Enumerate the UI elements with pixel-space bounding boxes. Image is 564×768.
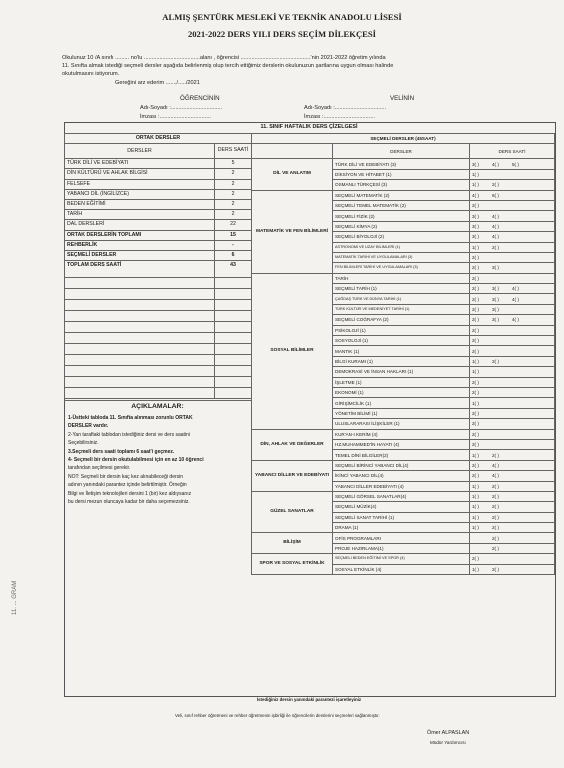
elective-course-name: SEÇMELİ FİZİK (2)	[333, 211, 470, 221]
explanation-line: adının yanındaki parantez içinde belirtilmiştir. Örneğin	[68, 482, 187, 489]
hour-checkbox[interactable]: 4( )	[492, 223, 499, 229]
form-title: 2021-2022 DERS YILI DERS SEÇİM DİLEKÇESİ	[187, 29, 377, 39]
empty-cell	[65, 300, 215, 311]
elective-course-name: OFİS PROGRAMLARI	[333, 533, 470, 543]
group-col-header	[252, 144, 333, 159]
hour-checkbox[interactable]: 2( )	[472, 327, 479, 333]
elective-hours-options	[470, 367, 555, 377]
elective-hours-options	[470, 284, 555, 294]
elective-hours-options	[470, 200, 555, 210]
mandatory-course-row	[65, 261, 252, 278]
hour-checkbox[interactable]: 2( )	[472, 255, 479, 261]
mandatory-course-row	[65, 159, 252, 169]
mandatory-course-name: TARİH	[65, 210, 215, 220]
hour-checkbox[interactable]: 4( )	[492, 161, 499, 167]
elective-hours-options	[470, 304, 555, 314]
signatory-title: Müdür Yardımcısı	[430, 740, 466, 745]
hour-checkbox[interactable]: 1( )	[472, 400, 479, 406]
elective-course-name: PSİKOLOJİ (1)	[333, 325, 470, 335]
elective-hours-options	[470, 315, 555, 325]
mandatory-course-hours: 43	[215, 261, 252, 278]
hour-checkbox[interactable]: 1( )	[472, 504, 479, 510]
mandatory-course-name: BEDEN EĞİTİMİ	[65, 199, 215, 209]
hour-checkbox[interactable]: 4( )	[492, 213, 499, 219]
elective-hours-options	[470, 346, 555, 356]
mandatory-course-name: ORTAK DERSLERİN TOPLAMI	[65, 230, 215, 240]
elective-hours-options	[470, 336, 555, 346]
mandatory-course-hours: 2	[215, 169, 252, 179]
hour-checkbox[interactable]: 2( )	[492, 514, 499, 520]
hour-checkbox[interactable]: 2( )	[492, 546, 499, 552]
elective-group-label: SOSYAL BİLİMLER	[252, 273, 333, 429]
hour-checkbox[interactable]: 2( )	[472, 390, 479, 396]
elective-course-name: YÖNETİM BİLİMİ (1)	[333, 408, 470, 418]
elective-course-name: KUR'AN-I KERİM (4)	[333, 429, 470, 439]
elective-hours-options	[470, 408, 555, 418]
elective-hours-options	[470, 211, 555, 221]
elective-hours-options	[470, 460, 555, 470]
elective-course-name: SEÇMELİ GÖRSEL SANATLAR(4)	[333, 491, 470, 501]
empty-cell	[65, 289, 215, 300]
hour-checkbox[interactable]: 2( )	[472, 379, 479, 385]
elective-group-label: DİL VE ANLATIM	[252, 159, 333, 190]
hour-checkbox[interactable]: 3( )	[492, 317, 499, 323]
hour-checkbox[interactable]: 2( )	[492, 525, 499, 531]
elective-course-row	[252, 429, 555, 439]
mandatory-course-row	[65, 169, 252, 179]
hour-checkbox[interactable]: 2( )	[472, 473, 479, 479]
hour-checkbox[interactable]: 5( )	[512, 161, 519, 167]
mandatory-courses-table	[64, 133, 252, 399]
left-col-header-row	[65, 144, 252, 159]
left-header-row	[65, 134, 252, 144]
explanation-line: tarafından seçilmesi gerekir.	[68, 465, 131, 472]
elective-hours-options	[470, 512, 555, 522]
hour-checkbox[interactable]: 4( )	[512, 317, 519, 323]
hour-checkbox[interactable]: 1( )	[472, 182, 479, 188]
hour-checkbox[interactable]: 6( )	[492, 192, 499, 198]
mandatory-course-name: DAL DERSLERİ	[65, 220, 215, 230]
col-hours-header: DERS SAATİ	[470, 144, 555, 159]
right-col-header-row	[252, 144, 555, 159]
elective-course-name: OSMANLI TÜRKÇESİ (3)	[333, 180, 470, 190]
hour-checkbox[interactable]: 4( )	[492, 473, 499, 479]
mandatory-course-hours: -	[215, 240, 252, 250]
empty-row	[65, 322, 252, 333]
elective-course-name: FEN BİLİMLERİ TARİHİ VE UYGULAMALARI (3)	[333, 263, 470, 273]
elective-course-name: MANTIK (1)	[333, 346, 470, 356]
elective-hours-options	[470, 356, 555, 366]
empty-cell	[65, 366, 215, 377]
hour-checkbox[interactable]: 2( )	[472, 307, 479, 313]
elective-hours-options	[470, 190, 555, 200]
right-table-header: SEÇMELİ DERSLER (45SAAT)	[252, 134, 555, 144]
elective-hours-options	[470, 419, 555, 429]
elective-hours-options	[470, 387, 555, 397]
hour-checkbox[interactable]: 2( )	[472, 275, 479, 281]
mandatory-course-name: YABANCI DİL (İNGİLİZCE)	[65, 189, 215, 199]
elective-course-name: SOSYAL ETKİNLİK (4)	[333, 564, 470, 574]
hour-checkbox[interactable]: 2( )	[472, 421, 479, 427]
mandatory-course-row	[65, 179, 252, 189]
elective-hours-options	[470, 450, 555, 460]
hour-checkbox[interactable]: 3( )	[492, 296, 499, 302]
mandatory-course-name: TOPLAM DERS SAATİ	[65, 261, 215, 278]
hour-checkbox[interactable]: 2( )	[472, 348, 479, 354]
elective-course-name: TÜRK DİLİ VE EDEBİYATI (3)	[333, 159, 470, 169]
hour-checkbox[interactable]: 2( )	[492, 535, 499, 541]
hour-checkbox[interactable]: 1( )	[472, 494, 479, 500]
elective-hours-options	[470, 533, 555, 543]
mandatory-course-hours: 2	[215, 210, 252, 220]
elective-hours-options	[470, 471, 555, 481]
elective-course-name: TARİH	[333, 273, 470, 283]
elective-hours-options	[470, 180, 555, 190]
col-courses-header: DERSLER	[333, 144, 470, 159]
mandatory-course-row	[65, 220, 252, 230]
mandatory-course-hours: 2	[215, 179, 252, 189]
elective-course-row	[252, 159, 555, 169]
elective-group-label: GÜZEL SANATLAR	[252, 491, 333, 533]
hour-checkbox[interactable]: 2( )	[472, 410, 479, 416]
elective-hours-options	[470, 221, 555, 231]
empty-cell	[65, 344, 215, 355]
mandatory-course-hours: 6	[215, 250, 252, 260]
elective-hours-options	[470, 491, 555, 501]
elective-hours-options	[470, 398, 555, 408]
elective-course-name: İŞLETME (1)	[333, 377, 470, 387]
elective-course-name: SEÇMELİ TARİH (1)	[333, 284, 470, 294]
empty-cell	[215, 278, 252, 289]
school-title: ALMIŞ ŞENTÜRK MESLEKİ VE TEKNİK ANADOLU LİSESİ	[162, 12, 402, 22]
explanation-line: DERSLER vardır.	[68, 423, 109, 430]
hour-checkbox[interactable]: 3( )	[472, 223, 479, 229]
elective-course-name: SEÇMELİ MATEMATİK (2)	[333, 190, 470, 200]
mandatory-course-hours: 2	[215, 189, 252, 199]
elective-course-name: SEÇMELİ KİMYA (2)	[333, 221, 470, 231]
explanation-line: 1-Üstteki tabloda 11. Sınıfta alınması zorunlu ORTAK	[68, 415, 193, 421]
empty-row	[65, 278, 252, 289]
guardian-signature-field[interactable]: İmzası :.................................	[304, 114, 375, 120]
hour-checkbox[interactable]: 4( )	[492, 234, 499, 240]
elective-course-name: SEÇMELİ BİRİNCİ YABANCI DİL(4)	[333, 460, 470, 470]
empty-cell	[215, 322, 252, 333]
elective-course-row	[252, 190, 555, 200]
hour-checkbox[interactable]: 1( )	[472, 359, 479, 364]
elective-hours-options	[470, 429, 555, 439]
mandatory-course-row	[65, 189, 252, 199]
elective-course-name: DEMOKRASİ VE İNSAN HAKLARI (1)	[333, 367, 470, 377]
hour-checkbox[interactable]: 4( )	[512, 296, 519, 302]
elective-hours-options	[470, 543, 555, 553]
date-line: Gereğini arz ederim ......./...../2021	[115, 80, 200, 86]
hour-checkbox[interactable]: 1( )	[472, 452, 479, 458]
empty-cell	[65, 333, 215, 344]
elective-course-name: ASTRONOMİ VE UZAY BİLİMLERİ (1)	[333, 242, 470, 252]
elective-course-name: TÜRK KÜLTÜR VE MEDENİYET TARİHİ (1)	[333, 304, 470, 314]
hour-checkbox[interactable]: 2( )	[472, 203, 479, 209]
hour-checkbox[interactable]: 1( )	[472, 483, 479, 489]
elective-hours-options	[470, 481, 555, 491]
elective-course-row	[252, 554, 555, 564]
elective-course-name: PROJE HAZIRLAMA(1)	[333, 543, 470, 553]
empty-cell	[65, 322, 215, 333]
elective-hours-options	[470, 242, 555, 252]
empty-cell	[215, 289, 252, 300]
explanation-line: bu dersi mezun oluncaya kadar bir daha seçemezsiniz.	[68, 499, 190, 505]
student-signature-field[interactable]: İmzası :.................................	[140, 114, 211, 120]
elective-course-name: SEÇMELİ BEDEN EĞİTİMİ VE SPOR (4)	[333, 554, 470, 564]
hour-checkbox[interactable]: 2( )	[472, 442, 479, 448]
mandatory-course-row	[65, 210, 252, 220]
elective-course-name: DİKSİYON VE HİTABET (1)	[333, 169, 470, 179]
hour-checkbox[interactable]: 3( )	[472, 234, 479, 240]
hour-checkbox[interactable]: 1( )	[472, 171, 479, 177]
elective-course-name: SOSYOLOJİ (1)	[333, 336, 470, 346]
hour-checkbox[interactable]: 4( )	[512, 286, 519, 292]
mandatory-course-row	[65, 199, 252, 209]
elective-course-name: SEÇMELİ COĞRAFYA (2)	[333, 315, 470, 325]
empty-row	[65, 388, 252, 399]
empty-cell	[215, 377, 252, 388]
elective-course-name: MATEMATİK TARİHİ VE UYGULAMALARI (3)	[333, 252, 470, 262]
hour-checkbox[interactable]: 2( )	[472, 338, 479, 344]
elective-course-name: SEÇMELİ BİYOLOJİ (2)	[333, 232, 470, 242]
elective-course-name: GİRİŞİMCİLİK (1)	[333, 398, 470, 408]
empty-cell	[215, 344, 252, 355]
explanation-line: NOT: Seçmeli bir dersin kaç kez alınabileceği dersin	[68, 473, 184, 480]
hour-checkbox[interactable]: 1( )	[472, 525, 479, 531]
empty-cell	[65, 311, 215, 322]
hour-checkbox[interactable]: 3( )	[472, 213, 479, 219]
elective-course-name: SEÇMELİ SANAT TARİHİ (1)	[333, 512, 470, 522]
mandatory-course-name: SEÇMELİ DERSLER	[65, 250, 215, 260]
hour-checkbox[interactable]: 1( )	[472, 369, 479, 375]
empty-row	[65, 311, 252, 322]
elective-group-label: YABANCI DİLLER VE EDEBİYATI	[252, 460, 333, 491]
hour-checkbox[interactable]: 2( )	[492, 244, 499, 250]
elective-course-name: ÇAĞDAŞ TÜRK VE DÜNYA TARİHİ (1)	[333, 294, 470, 304]
elective-hours-options	[470, 294, 555, 304]
empty-cell	[215, 355, 252, 366]
empty-cell	[215, 388, 252, 399]
col-courses-header: DERSLER	[65, 144, 215, 159]
elective-hours-options	[470, 232, 555, 242]
student-label: ÖĞRENCİNİN	[180, 95, 220, 102]
elective-course-name: SEÇMELİ MÜZİK(4)	[333, 502, 470, 512]
mandatory-course-name: REHBERLİK	[65, 240, 215, 250]
hour-checkbox[interactable]: 3( )	[472, 161, 479, 167]
elective-course-name: BİLGİ KURAMI (1)	[333, 356, 470, 366]
margin-stamp-text: 11. ... GRAM	[12, 580, 18, 615]
intro-line-1: Okulunuz 10 /A sınıfı ......... no'lu ....................................alanı , öğrencisi .............................................'nin 2021-2022 öğretim yılında	[62, 55, 386, 61]
empty-cell	[65, 278, 215, 289]
table-main-title: 11. SINIF HAFTALIK DERS ÇİZELGESİ	[260, 124, 358, 130]
mandatory-course-name: FELSEFE	[65, 179, 215, 189]
elective-hours-options	[470, 502, 555, 512]
empty-row	[65, 344, 252, 355]
approval-note: Veli, sınıf rehber öğretmeni ve rehber öğretmenin işbirliği ile öğrencilerin derslerini seçmeleri sağlanmıştır.	[175, 713, 380, 718]
explanation-line: Bilgi ve İletişim teknolojileri dersini 1 (bir) kez aldıysanız	[68, 490, 192, 497]
explanation-line: 2-Yan taraftaki tablodan istediğiniz dersi ve ders saatini	[68, 431, 190, 438]
explanation-line: Seçebilirsiniz.	[68, 440, 99, 447]
empty-row	[65, 289, 252, 300]
empty-cell	[215, 311, 252, 322]
mandatory-course-hours: 15	[215, 230, 252, 240]
student-name-field[interactable]: Adı-Soyadı :.................................	[140, 105, 223, 111]
empty-cell	[215, 366, 252, 377]
mandatory-course-name: DİN KÜLTÜRÜ VE AHLAK BİLGİSİ	[65, 169, 215, 179]
elective-hours-options	[470, 273, 555, 283]
hour-checkbox[interactable]: 2( )	[492, 359, 499, 364]
elective-group-label: MATEMATİK VE FEN BİLİMLERİ	[252, 190, 333, 273]
hour-checkbox[interactable]: 1( )	[472, 566, 479, 572]
hour-checkbox[interactable]: 2( )	[492, 504, 499, 510]
elective-course-name: YABANCI DİLLER EDEBİYATI (4)	[333, 481, 470, 491]
hour-checkbox[interactable]: 2( )	[492, 483, 499, 489]
mandatory-course-row	[65, 250, 252, 260]
hour-checkbox[interactable]: 3( )	[492, 265, 499, 271]
elective-hours-options	[470, 325, 555, 335]
intro-line-2: 11. Sınıfta almak istediği seçmeli dersler aşağıda belirlenmiş olup tercih ettiğimiz derslerin okulunuzun şartlarına uygun olması halinde	[62, 63, 394, 69]
elective-course-name: İKİNCİ YABANCI DİL(4)	[333, 471, 470, 481]
footer-note: İstediğiniz dersin yanındaki parantezi işaretleyiniz	[256, 697, 362, 702]
right-header-row	[252, 134, 555, 144]
hour-checkbox[interactable]: 2( )	[492, 566, 499, 572]
elective-group-label: SPOR VE SOSYAL ETKİNLİK	[252, 554, 333, 575]
elective-course-row	[252, 491, 555, 501]
elective-group-label: BİLİŞİM	[252, 533, 333, 554]
hour-checkbox[interactable]: 1( )	[472, 514, 479, 520]
left-table-header: ORTAK DERSLER	[65, 134, 252, 144]
elective-hours-options	[470, 169, 555, 179]
guardian-label: VELİNİN	[390, 95, 415, 102]
hour-checkbox[interactable]: 2( )	[472, 431, 479, 437]
elective-course-row	[252, 533, 555, 543]
mandatory-course-hours: 22	[215, 220, 252, 230]
elective-course-name: TEMEL DİNİ BİLGİLER(2)	[333, 450, 470, 460]
empty-cell	[65, 355, 215, 366]
elective-hours-options	[470, 554, 555, 564]
elective-hours-options	[470, 439, 555, 449]
empty-row	[65, 377, 252, 388]
hour-checkbox[interactable]: 3( )	[492, 286, 499, 292]
empty-row	[65, 333, 252, 344]
hour-checkbox[interactable]: 4( )	[472, 192, 479, 198]
empty-row	[65, 366, 252, 377]
hour-checkbox[interactable]: 2( )	[492, 494, 499, 500]
col-hours-header: DERS SAATİ	[215, 144, 252, 159]
elective-course-name: HZ.MUHAMMED'İN HAYATI (4)	[333, 439, 470, 449]
mandatory-course-row	[65, 230, 252, 240]
hour-checkbox[interactable]: 2( )	[472, 286, 479, 292]
elective-course-name: ULUSLARARASI İLİŞKİLER (1)	[333, 419, 470, 429]
elective-hours-options	[470, 377, 555, 387]
hour-checkbox[interactable]: 2( )	[492, 452, 499, 458]
elective-hours-options	[470, 159, 555, 169]
hour-checkbox[interactable]: 4( )	[492, 462, 499, 468]
hour-checkbox[interactable]: 2( )	[472, 296, 479, 302]
elective-course-row	[252, 460, 555, 470]
empty-cell	[215, 300, 252, 311]
mandatory-course-row	[65, 240, 252, 250]
intro-line-3: okutulmasını istiyorum.	[62, 71, 120, 77]
empty-cell	[65, 377, 215, 388]
elective-hours-options	[470, 564, 555, 574]
elective-course-name: EKONOMİ (1)	[333, 387, 470, 397]
empty-cell	[65, 388, 215, 399]
elective-course-name: DRAMA (1)	[333, 523, 470, 533]
guardian-name-field[interactable]: Adı-Soyadı :.................................	[304, 105, 387, 111]
elective-courses-table	[251, 133, 555, 575]
elective-hours-options	[470, 263, 555, 273]
hour-checkbox[interactable]: 3( )	[492, 307, 499, 313]
elective-hours-options	[470, 252, 555, 262]
elective-course-name: SEÇMELİ TEMEL MATEMATİK (2)	[333, 200, 470, 210]
hour-checkbox[interactable]: 2( )	[492, 182, 499, 188]
empty-cell	[215, 333, 252, 344]
elective-hours-options	[470, 523, 555, 533]
hour-checkbox[interactable]: 2( )	[472, 265, 479, 271]
signatory-name: Ömer ALPASLAN	[427, 730, 470, 736]
explanation-line: 3.Seçmeli ders saati toplamı 6 saat'i geçmez.	[68, 448, 175, 455]
elective-group-label: DİN, AHLAK VE DEĞERLER	[252, 429, 333, 460]
elective-course-row	[252, 273, 555, 283]
empty-row	[65, 300, 252, 311]
hour-checkbox[interactable]: 1( )	[472, 244, 479, 250]
mandatory-course-hours: 5	[215, 159, 252, 169]
empty-row	[65, 355, 252, 366]
mandatory-course-name: TÜRK DİLİ VE EDEBİYATI	[65, 159, 215, 169]
explanation-line: 4- Seçmeli bir dersin okutulabilmesi için en az 10 öğrenci	[68, 457, 204, 463]
explanations-title: AÇIKLAMALAR:	[131, 403, 184, 410]
hour-checkbox[interactable]: 2( )	[472, 462, 479, 468]
mandatory-course-hours: 2	[215, 199, 252, 209]
hour-checkbox[interactable]: 2( )	[472, 317, 479, 323]
hour-checkbox[interactable]: 2( )	[472, 556, 479, 562]
